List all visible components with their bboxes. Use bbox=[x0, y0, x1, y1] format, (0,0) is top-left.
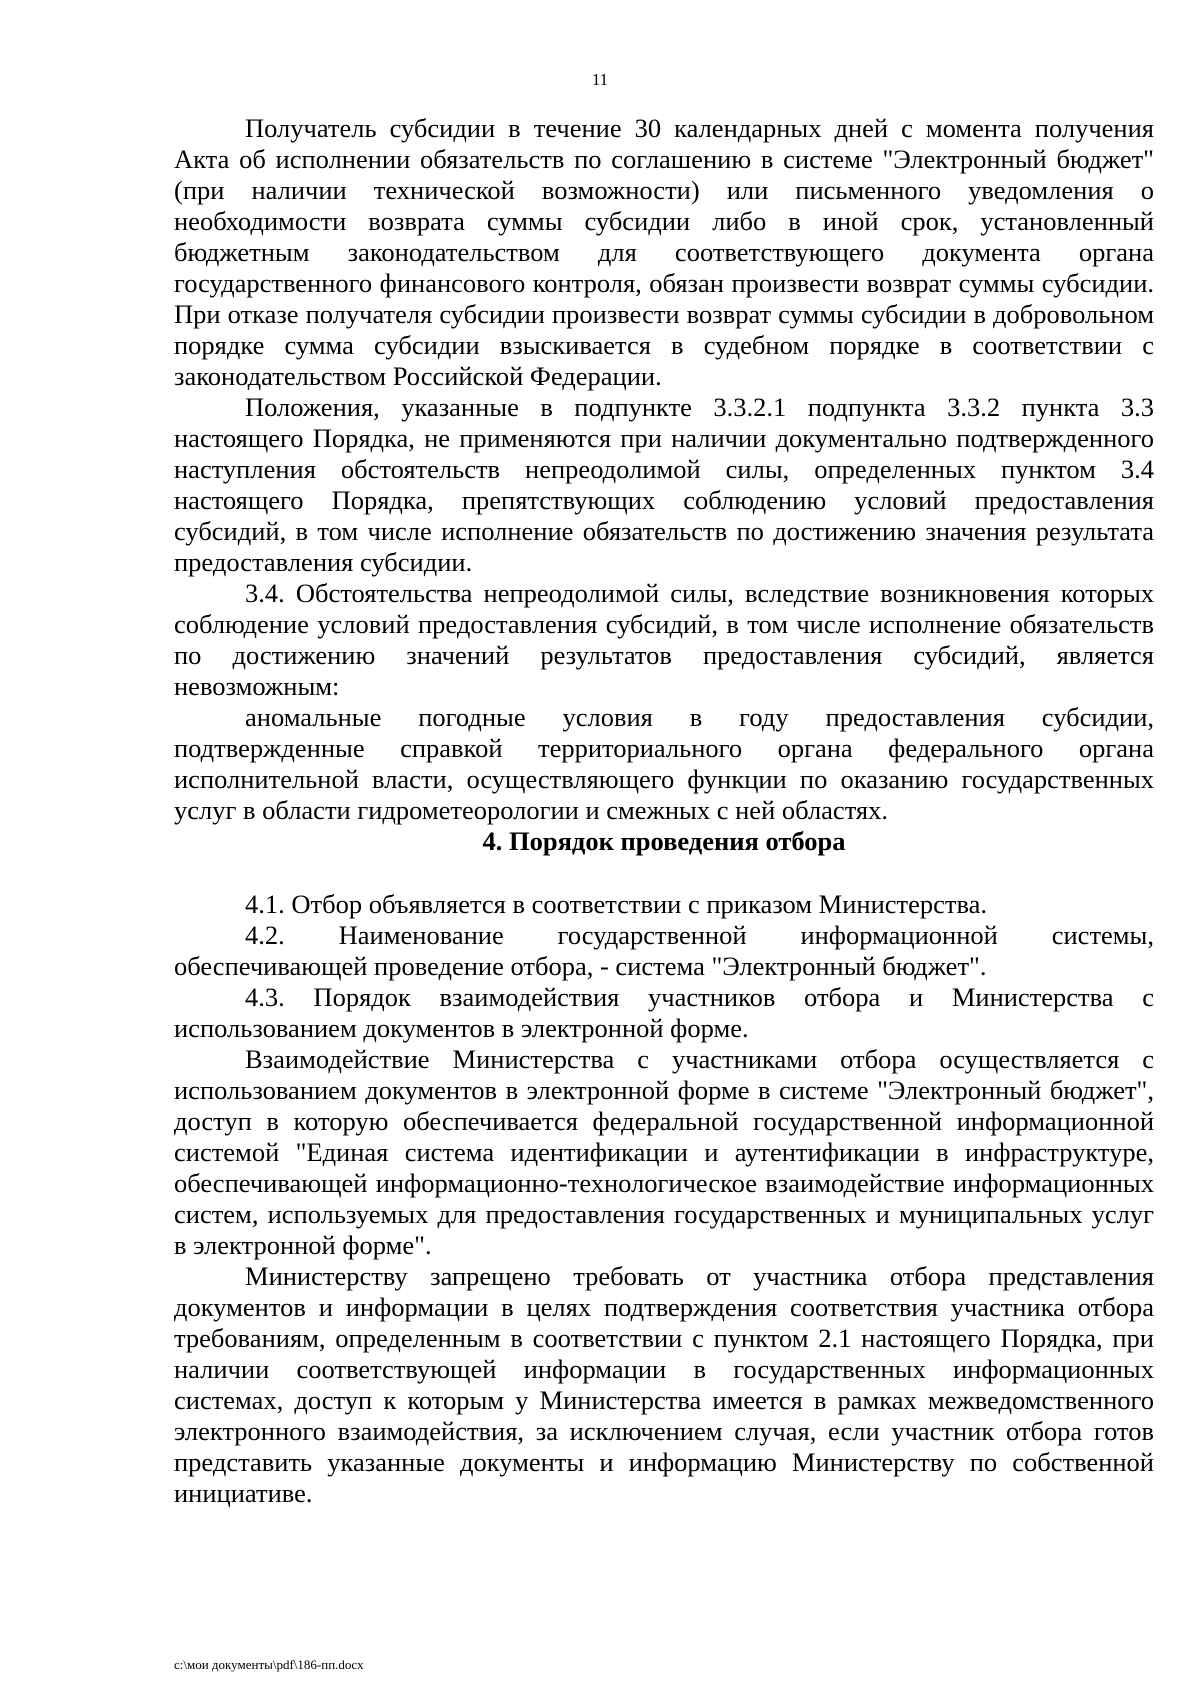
document-body bbox=[174, 113, 1154, 1509]
paragraph-interaction: Взаимодействие Министерства с участниками отбора осуществляется с использованием документов в электронной форме в системе "Электронный бюджет", доступ в которую обеспечивается федеральной государственной информационной системой "Единая система идентификации и аутентификации в инфраструктуре, обеспечивающей информационно-технологическое взаимодействие информационных систем, используемых для предоставления государственных и муниципальных услуг в электронной форме". bbox=[174, 1044, 1154, 1260]
paragraph-subsidy-return: Получатель субсидии в течение 30 календарных дней с момента получения Акта об исполнении обязательств по соглашению в системе "Электронный бюджет" (при наличии технической возможности) или письменного уведомления о необходимости возврата суммы субсидии либо в иной срок, установленный бюджетным законодательством для соответствующего документа органа государственного финансового контроля, обязан произвести возврат суммы субсидии. При отказе получателя субсидии произвести возврат суммы субсидии в добровольном порядке сумма субсидии взыскивается в судебном порядке в соответствии с законодательством Российской Федерации. bbox=[174, 113, 1154, 391]
paragraph-4-3: 4.3. Порядок взаимодействия участников отбора и Министерства с использованием документов в электронной форме. bbox=[174, 982, 1154, 1043]
paragraph-weather-conditions: аномальные погодные условия в году предоставления субсидии, подтвержденные справкой территориального органа федерального органа исполнительной власти, осуществляющего функции по оказанию государственных услуг в области гидрометеорологии и смежных с ней областях. bbox=[174, 702, 1154, 825]
paragraph-4-1: 4.1. Отбор объявляется в соответствии с приказом Министерства. bbox=[245, 889, 988, 919]
paragraph-prohibition: Министерству запрещено требовать от участника отбора представления документов и информации в целях подтверждения соответствия участника отбора требованиям, определенным в соответствии с пунктом 2.1 настоящего Порядка, при наличии соответствующей информации в государственных информационных системах, доступ к которым у Министерства имеется в рамках межведомственного электронного взаимодействия, за исключением случая, если участник отбора готов представить указанные документы и информацию Министерству по собственной инициативе. bbox=[174, 1261, 1154, 1508]
paragraph-4-2: 4.2. Наименование государственной информационной системы, обеспечивающей проведение отбора, - система "Электронный бюджет". bbox=[174, 920, 1154, 981]
paragraph-force-majeure: 3.4. Обстоятельства непреодолимой силы, вследствие возникновения которых соблюдение условий предоставления субсидий, в том числе исполнение обязательств по достижению значений результатов предоставления субсидий, является невозможным: bbox=[174, 578, 1154, 701]
footer-file-path: c:\мои документы\pdf\186-пп.docx bbox=[174, 1657, 364, 1672]
section-heading: 4. Порядок проведения отбора bbox=[482, 826, 846, 856]
page-number: 11 bbox=[591, 70, 609, 89]
paragraph-provisions-exception: Положения, указанные в подпункте 3.3.2.1 подпункта 3.3.2 пункта 3.3 настоящего Порядка, не применяются при наличии документально подтвержденного наступления обстоятельств непреодолимой силы, определенных пунктом 3.4 настоящего Порядка, препятствующих соблюдению условий предоставления субсидий, в том числе исполнение обязательств по достижению значения результата предоставления субсидии. bbox=[174, 392, 1154, 577]
